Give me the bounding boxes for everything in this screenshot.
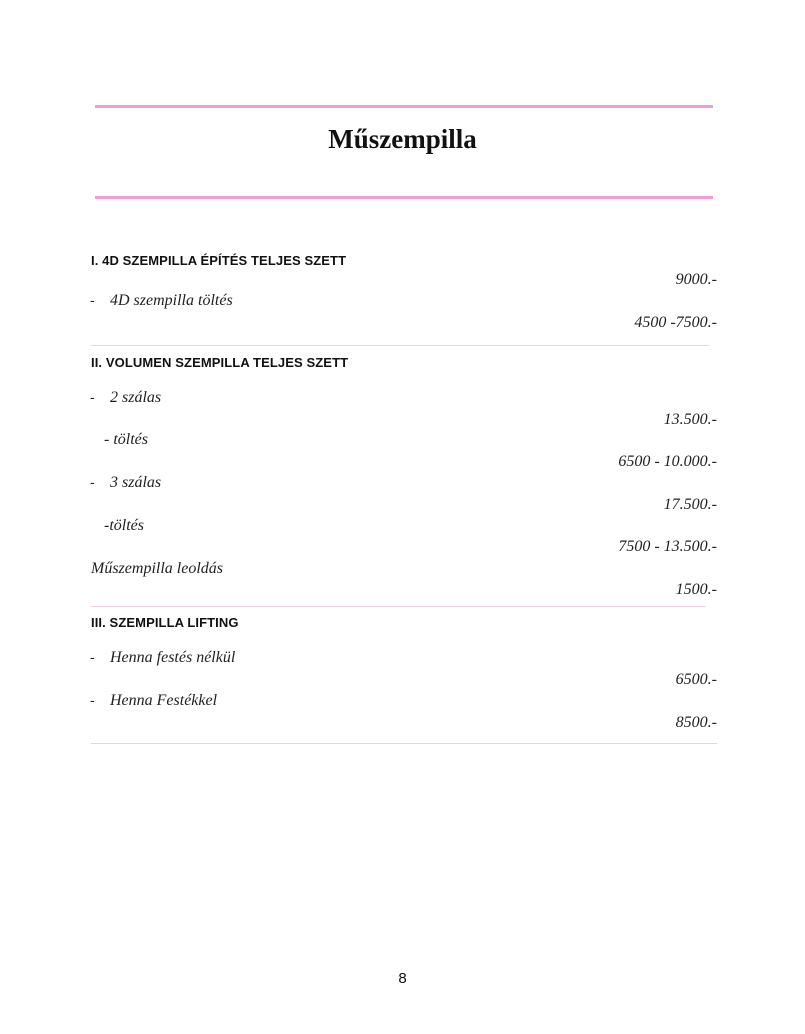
section-divider	[91, 743, 717, 744]
top-pink-rule	[95, 105, 713, 108]
item-2-strand: 2 szálas	[110, 389, 162, 406]
price-4d-refill: 4500 -7500.-	[634, 314, 717, 331]
list-dash: -	[90, 389, 95, 405]
item-3-strand-refill: -töltés	[104, 517, 144, 534]
price-lifting-no-henna: 6500.-	[675, 671, 717, 688]
price-2-strand-refill: 6500 - 10.000.-	[618, 453, 717, 470]
section-heading-volume: II. VOLUMEN SZEMPILLA TELJES SZETT	[91, 355, 349, 370]
list-dash: -	[90, 292, 95, 308]
price-4d-full-set: 9000.-	[675, 271, 717, 288]
item-lifting-henna: Henna Festékkel	[110, 692, 218, 709]
item-lifting-no-henna: Henna festés nélkül	[110, 649, 236, 666]
list-dash: -	[90, 649, 95, 665]
price-2-strand: 13.500.-	[663, 411, 717, 428]
section-divider	[91, 606, 706, 607]
item-3-strand: 3 szálas	[110, 474, 162, 491]
section-divider	[91, 345, 709, 346]
list-dash: -	[90, 692, 95, 708]
price-lash-removal: 1500.-	[675, 581, 717, 598]
section-heading-4d: I. 4D SZEMPILLA ÉPÍTÉS TELJES SZETT	[91, 253, 347, 268]
price-3-strand: 17.500.-	[663, 496, 717, 513]
item-2-strand-refill: - töltés	[104, 431, 148, 448]
list-dash: -	[90, 474, 95, 490]
page-number: 8	[398, 970, 407, 987]
page-title: Műszempilla	[328, 124, 477, 154]
section-heading-lifting: III. SZEMPILLA LIFTING	[91, 615, 239, 630]
bottom-pink-rule	[95, 196, 713, 199]
item-lash-removal: Műszempilla leoldás	[91, 560, 223, 577]
price-lifting-henna: 8500.-	[675, 714, 717, 731]
price-3-strand-refill: 7500 - 13.500.-	[618, 538, 717, 555]
item-4d-refill: 4D szempilla töltés	[110, 292, 233, 309]
